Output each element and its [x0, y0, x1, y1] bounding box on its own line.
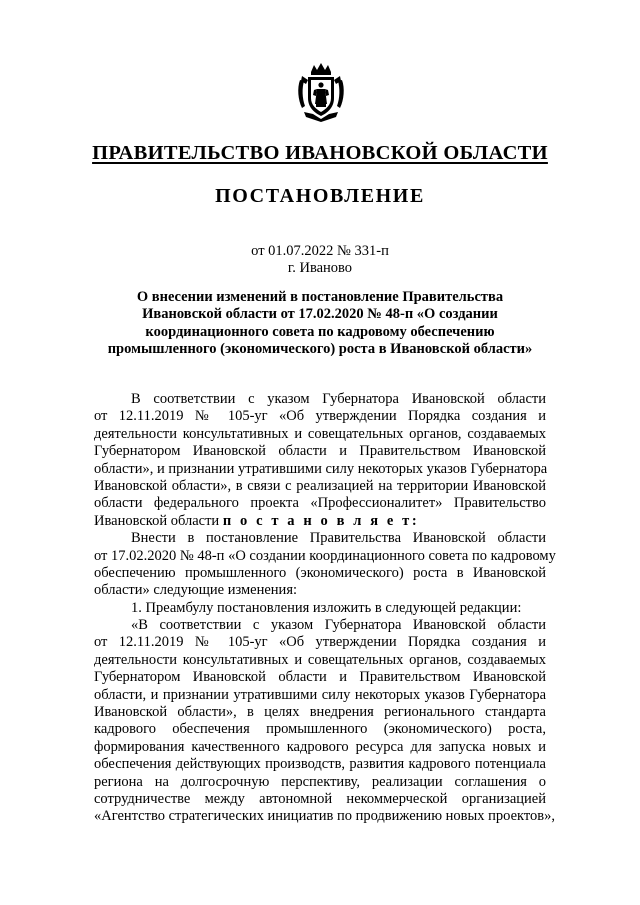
document-date-number: от 01.07.2022 № 331-п: [251, 243, 389, 259]
document-body: [94, 391, 556, 826]
document-type-title: ПОСТАНОВЛЕНИЕ: [215, 185, 425, 207]
body-line: деятельности консультативных и совещательных органов, создаваемых: [94, 651, 546, 668]
ivanovo-coat-of-arms-icon: [296, 62, 346, 122]
document-city: г. Иваново: [287, 260, 353, 276]
body-line: Ивановской области», в связи с реализацией на территории Ивановской: [94, 477, 546, 494]
body-line: формирования качественного кадрового ресурса для запуска новых и: [94, 738, 546, 755]
document-subject: [100, 289, 540, 358]
body-line: области», и признании утратившими силу некоторых указов Губернатора: [94, 460, 548, 477]
body-line: 1. Преамбулу постановления изложить в следующей редакции:: [131, 599, 522, 616]
government-title: ПРАВИТЕЛЬСТВО ИВАНОВСКОЙ ОБЛАСТИ: [92, 142, 548, 164]
body-line: области» следующие изменения:: [94, 582, 298, 599]
body-line: сотрудничестве между автономной некоммерческой организацией: [94, 790, 546, 807]
body-line: Ивановской области», в целях внедрения регионального стандарта: [94, 704, 546, 721]
body-line: Внести в постановление Правительства Ивановской области: [131, 530, 546, 547]
resolves-word: п о с т а н о в л я е т:: [222, 512, 420, 529]
body-line: области, и признании утратившими силу некоторых указов Губернатора: [94, 686, 546, 703]
body-line: области федерального проекта «Профессионалитет» Правительство: [94, 495, 546, 512]
body-line: обеспечению промышленного (экономического) роста в Ивановской: [94, 564, 546, 581]
body-line: «В соответствии с указом Губернатора Ивановской области: [131, 617, 546, 634]
body-line: региона на долгосрочную перспективу, реализации соглашения о: [94, 773, 546, 790]
body-line: деятельности консультативных и совещательных органов, создаваемых: [94, 425, 546, 442]
body-line: обеспечения действующих производств, развития кадрового потенциала: [94, 756, 546, 773]
subject-line: Ивановской области от 17.02.2020 № 48-п «О создании: [142, 306, 498, 323]
body-line: «Агентство стратегических инициатив по продвижению новых проектов»,: [94, 808, 555, 825]
body-line: В соответствии с указом Губернатора Ивановской области: [131, 391, 546, 407]
subject-line: координационного совета по кадровому обеспечению: [145, 323, 495, 340]
body-line-resolves: [94, 513, 546, 530]
body-line: от 12.11.2019 № 105-уг «Об утверждении Порядка создания и: [94, 634, 546, 651]
body-line: Губернатором Ивановской области и Правительством Ивановской: [94, 669, 546, 686]
body-line: Ивановской области: [94, 512, 220, 529]
subject-line: О внесении изменений в постановление Правительства: [136, 289, 504, 305]
body-line: от 12.11.2019 № 105-уг «Об утверждении Порядка создания и: [94, 408, 546, 425]
body-line: от 17.02.2020 № 48-п «О создании координационного совета по кадровому: [94, 547, 556, 564]
subject-line: промышленного (экономического) роста в Ивановской области»: [107, 340, 533, 357]
body-line: кадрового обеспечения промышленного (экономического) роста,: [94, 721, 546, 738]
body-line: Губернатором Ивановской области и Правительством Ивановской: [94, 443, 546, 460]
